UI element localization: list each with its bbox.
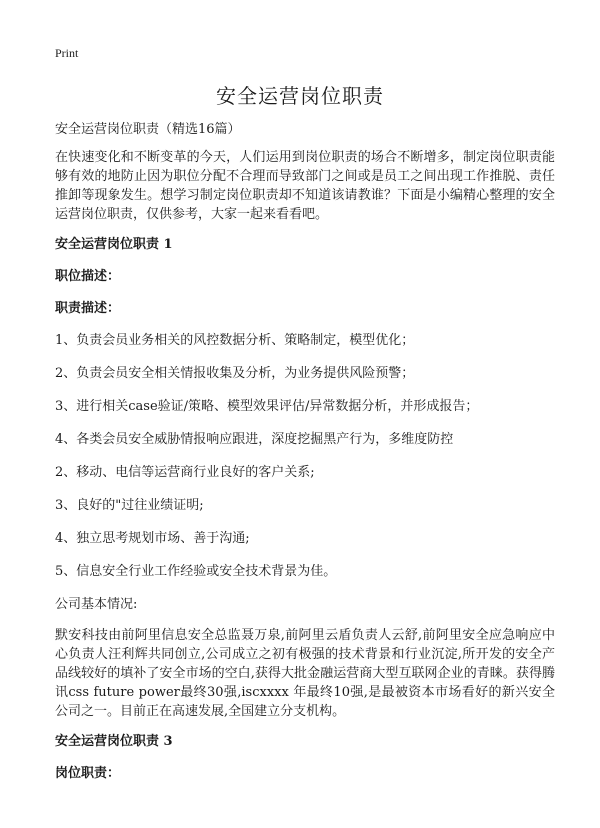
section-heading-1: 安全运营岗位职责 1 [55,237,173,252]
duty-item: 4、独立思考规划市场、善于沟通; [55,531,250,546]
company-info-label: 公司基本情况: [55,597,138,612]
company-description: 默安科技由前阿里信息安全总监聂万泉,前阿里云盾负责人云舒,前阿里安全应急响应中心负责人汪利辉共同创立,公司成立之初有极强的技术背景和行业沉淀,所开发的安全产品线较好的填补了安全市场的空白,获得大批金融运营商大型互联网企业的青睐。获得腾讯css future power最终30强,iscxxxx 年最终10强,是最被资本市场看好的新兴安全公司之一。目前正在高速发展,全国建立分支机构。 [55,628,555,719]
print-link[interactable]: Print [55,46,79,60]
duty-item: 5、信息安全行业工作经验或安全技术背景为佳。 [55,564,337,579]
position-duty-label: 岗位职责： [55,766,121,781]
document-body [55,121,555,797]
duty-item: 4、各类会员安全威胁情报响应跟进，深度挖掘黑产行为，多维度防控 [55,432,454,447]
duty-description-label: 职责描述： [55,301,121,316]
duty-item: 3、良好的"过往业绩证明; [55,498,204,513]
document-subtitle: 安全运营岗位职责（精选16篇） [55,122,241,137]
page-title: 安全运营岗位职责 [216,84,384,108]
duty-item: 3、进行相关case验证/策略、模型效果评估/异常数据分析，并形成报告； [55,399,479,414]
position-description-label: 职位描述： [55,269,121,284]
duty-item: 1、负责会员业务相关的风控数据分析、策略制定，模型优化； [55,333,415,348]
duty-item: 2、负责会员安全相关情报收集及分析，为业务提供风险预警； [55,366,415,381]
intro-paragraph: 在快速变化和不断变革的今天，人们运用到岗位职责的场合不断增多，制定岗位职责能够有效的地防止因为职位分配不合理而导致部门之间或是员工之间出现工作推脱、责任推卸等现象发生。想学习制定岗位职责却不知道该请教谁？下面是小编精心整理的安全运营岗位职责，仅供参考，大家一起来看看吧。 [55,150,555,222]
section-heading-3: 安全运营岗位职责 3 [55,734,173,749]
duty-item: 2、移动、电信等运营商行业良好的客户关系; [55,465,315,480]
